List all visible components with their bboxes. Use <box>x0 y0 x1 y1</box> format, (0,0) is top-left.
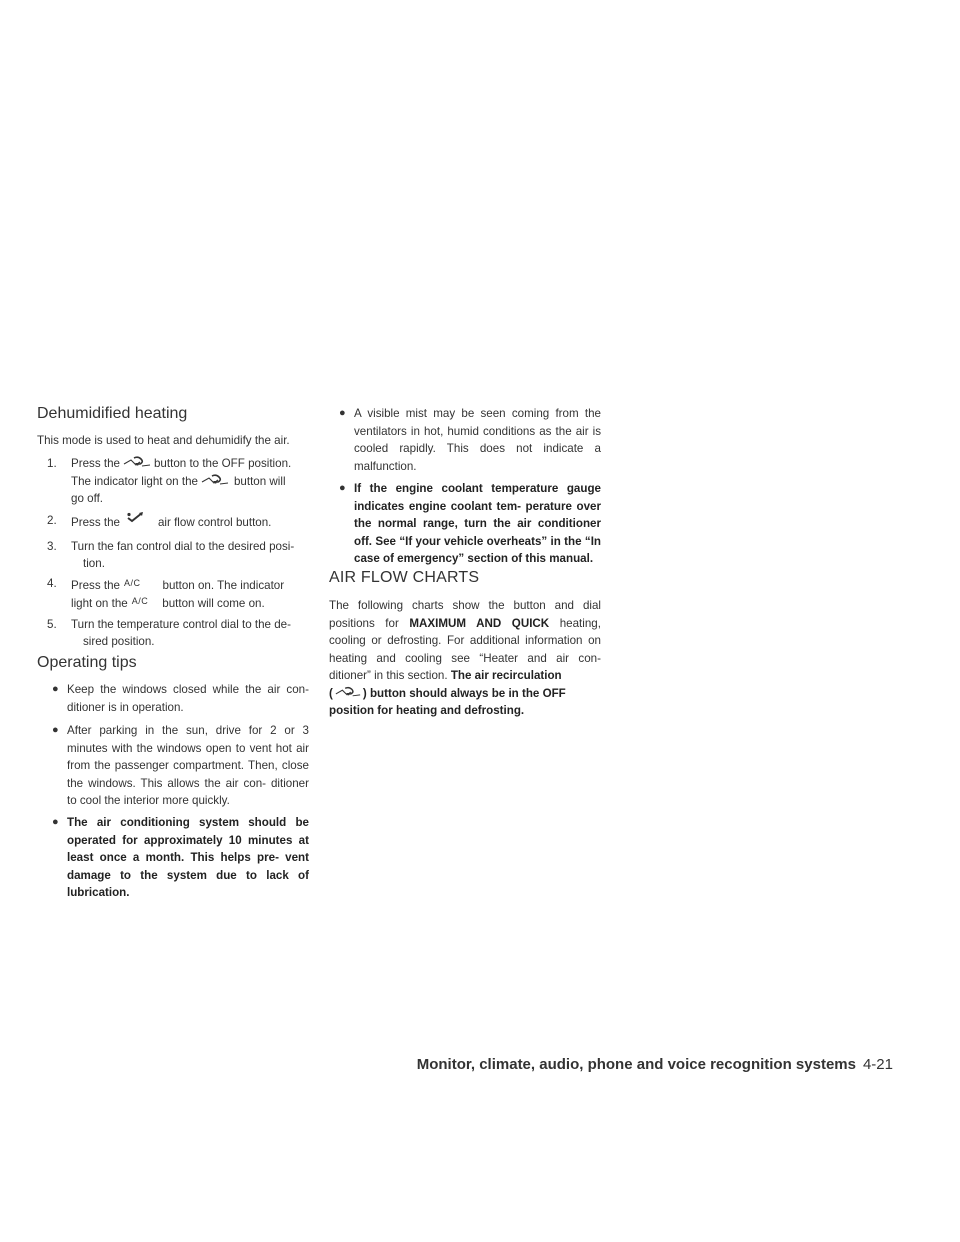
step-number: 4. <box>47 577 57 590</box>
tip-item <box>52 814 309 899</box>
recirculation-icon <box>200 474 230 488</box>
paragraph-bold: MAXIMUM AND QUICK <box>409 616 550 630</box>
step-text: Press the <box>71 516 120 529</box>
paragraph-bold: position for heating and defrosting. <box>329 704 525 717</box>
dehumidified-heating-heading: Dehumidified heating <box>37 405 188 422</box>
step-text: tion. <box>83 557 105 570</box>
bullet-glyph: ● <box>52 724 59 736</box>
note-item <box>339 405 601 477</box>
bullet-glyph: ● <box>52 683 59 695</box>
step-text: Turn the temperature control dial to the de- <box>71 618 291 631</box>
step-4-line-2 <box>71 593 265 613</box>
step-text: button to the OFF position. <box>153 457 292 470</box>
step-number: 2. <box>47 514 57 527</box>
operating-tips-heading: Operating tips <box>37 654 137 671</box>
step-1-line-2 <box>71 473 286 491</box>
note-text: A visible mist may be seen coming from the ventilators in hot, humid conditions as the air is cooled rapidly. This does not indicate a malfunction. <box>354 407 601 473</box>
step-5-line-2 <box>83 633 155 651</box>
step-2 <box>47 512 309 532</box>
step-number: 1. <box>47 457 57 470</box>
step-text: Turn the fan control dial to the desired posi- <box>71 540 295 553</box>
step-3-line-2 <box>83 555 105 573</box>
ac-button-label: A/C <box>123 578 141 588</box>
ac-button-label: A/C <box>131 596 149 606</box>
tip-text: The air conditioning system should be operated for approximately 10 minutes at least once a month. This helps pre- vent damage to the system due to lack of lubrication. <box>67 816 309 899</box>
paragraph-bold: ( <box>329 686 333 700</box>
recirculation-icon <box>334 686 362 700</box>
step-text: button on. The indicator <box>162 579 285 592</box>
step-text: light on the <box>71 597 128 610</box>
tip-text: Keep the windows closed while the air con- ditioner is in operation. <box>67 683 309 714</box>
step-1 <box>47 455 309 507</box>
step-5 <box>47 616 309 652</box>
step-text: go off. <box>71 492 104 505</box>
tip-item <box>52 681 309 717</box>
page-footer <box>417 1055 893 1075</box>
dehumidified-intro: This mode is used to heat and dehumidify the air. <box>37 434 290 447</box>
note-text: If the engine coolant temperature gauge indicates engine coolant tem- perature over the normal range, turn the air conditioner off. See “If your vehicle overheats” in the “In case of emergency” section of this manual. <box>354 482 601 565</box>
page-number: 4-21 <box>862 1056 893 1073</box>
paragraph-bold: ) button should always be in the OFF <box>362 686 566 700</box>
step-1-line-1 <box>71 455 291 473</box>
step-1-line-3 <box>71 490 103 508</box>
tip-text: After parking in the sun, drive for 2 or 3 minutes with the windows open to vent hot air from the passenger compartment. Then, close the windows. This allows the air con- ditioner to cool the interior more quickly. <box>67 724 309 807</box>
paragraph-text: The following charts show the button and dial positions for <box>329 599 601 630</box>
step-number: 5. <box>47 618 57 631</box>
step-text: button will come on. <box>162 597 265 610</box>
step-5-line-1 <box>71 616 291 634</box>
step-3-line-1 <box>71 538 294 556</box>
bullet-glyph: ● <box>339 482 346 494</box>
step-text: sired position. <box>83 635 155 648</box>
step-text: Press the <box>71 457 120 470</box>
recirculation-icon <box>122 456 152 470</box>
step-4 <box>47 575 309 613</box>
note-item <box>339 480 601 570</box>
step-number: 3. <box>47 540 57 553</box>
step-text: button will <box>233 475 286 488</box>
bullet-glyph: ● <box>339 407 346 419</box>
air-flow-charts-heading: AIR FLOW CHARTS <box>329 569 480 586</box>
footer-section-title: Monitor, climate, audio, phone and voice recognition systems <box>416 1056 856 1073</box>
bullet-glyph: ● <box>52 816 59 828</box>
foot-defrost-airflow-icon <box>126 512 144 526</box>
step-text: air flow control button. <box>157 516 272 529</box>
paragraph-bold: The air recirculation <box>450 669 562 682</box>
paragraph-text: heating, cooling or defrosting. For additional information on heating and cooling see “Heater and air con- ditioner” in this section. <box>329 616 601 682</box>
step-text: Press the <box>71 579 120 592</box>
step-3 <box>47 538 309 574</box>
step-2-line-1 <box>71 512 271 532</box>
step-text: The indicator light on the <box>71 475 198 488</box>
step-4-line-1 <box>71 575 284 595</box>
air-flow-charts-paragraph <box>329 597 601 720</box>
tip-item <box>52 722 309 812</box>
